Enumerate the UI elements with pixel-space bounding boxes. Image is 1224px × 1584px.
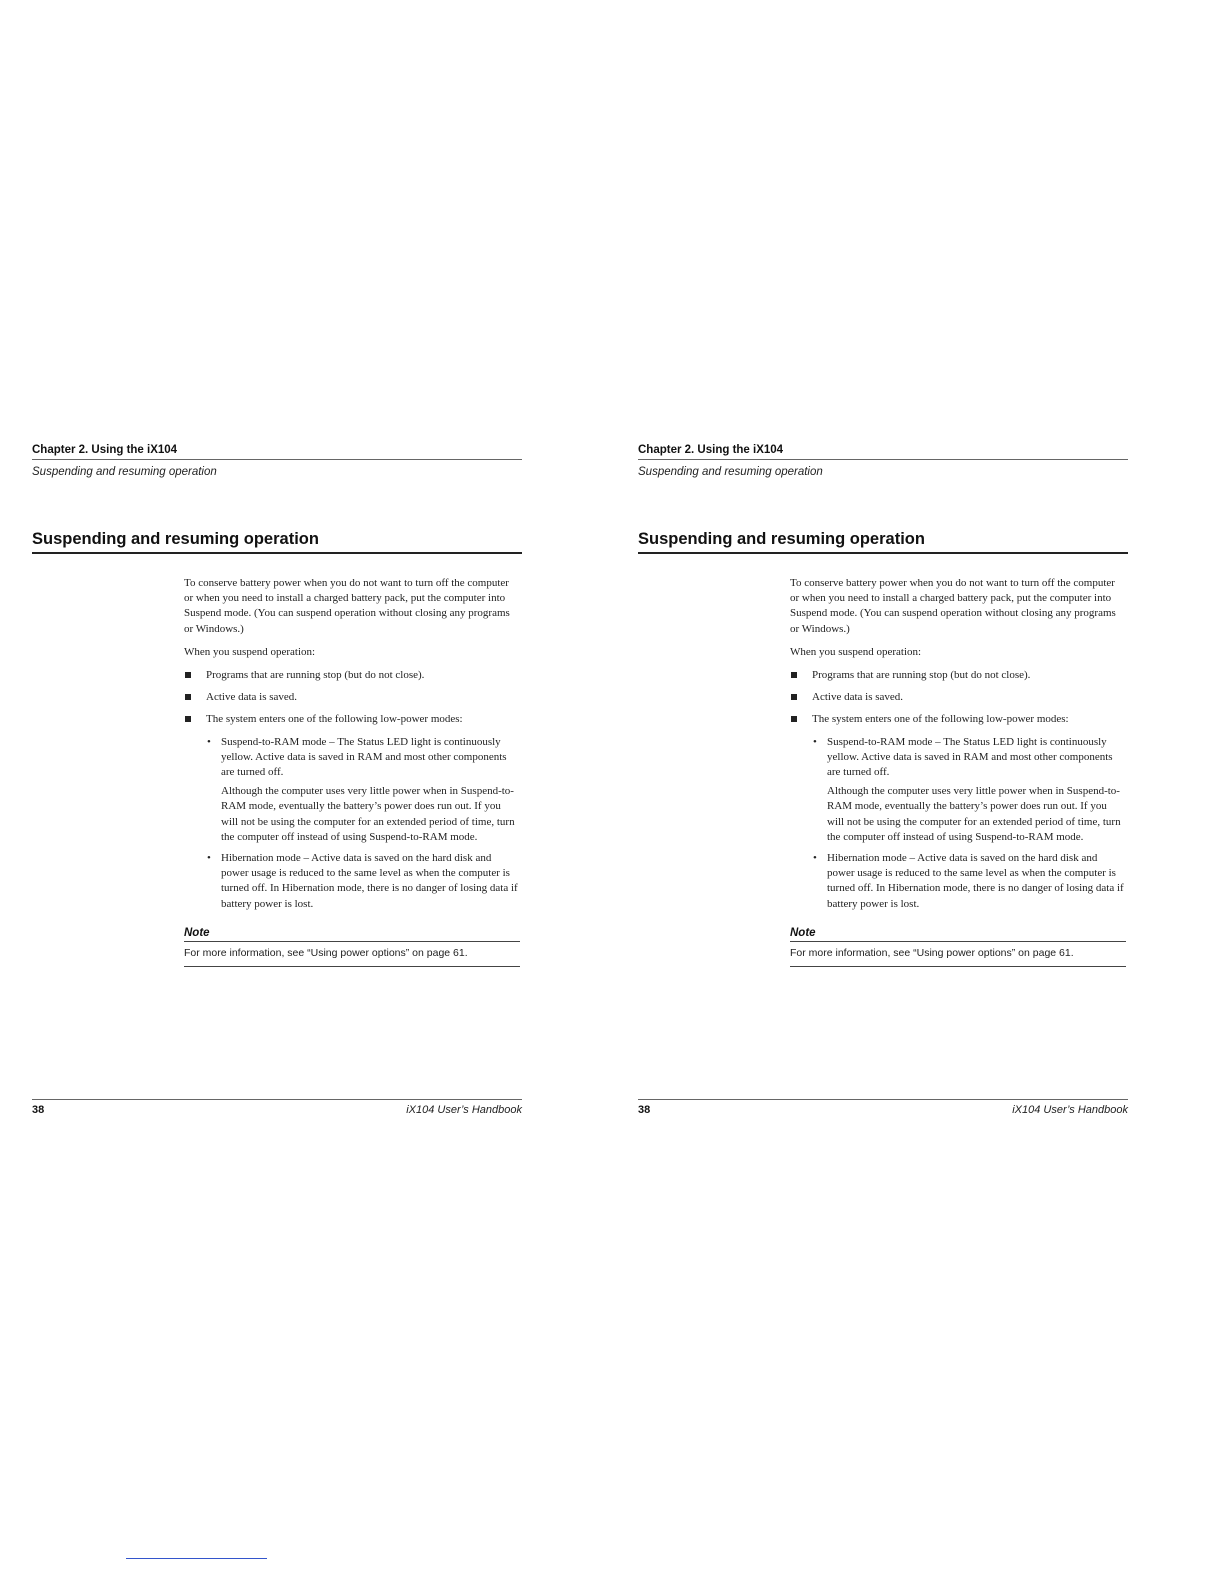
note-box (790, 926, 1126, 967)
list-item-text: Active data is saved. (812, 691, 904, 704)
sub-list-item-text: Hibernation mode – Active data is saved on the hard disk and power usage is reduced to the same level as when the computer is turned off. In Hibernation mode, there is no danger of losing data if battery power is lost. (221, 852, 518, 910)
note-text: For more information, see “Using power options” on page 61. (184, 942, 520, 967)
intro-paragraph: To conserve battery power when you do not want to turn off the computer or when you need to install a charged battery pack, put the computer into Suspend mode. (You can suspend operation without closing any programs or Windows.) (184, 577, 510, 635)
list-item (184, 712, 520, 727)
page-footer (638, 1099, 1128, 1117)
dot-bullet-icon: • (207, 852, 211, 865)
list-item-text: Active data is saved. (206, 691, 298, 704)
sub-paragraph: Although the computer uses very little power when in Suspend-to-RAM mode, eventually the battery’s power does run out. If you will not be using the computer for an extended period of time, turn the computer off instead of using Suspend-to-RAM mode. (827, 785, 1121, 843)
sub-list-item (184, 851, 520, 912)
page-footer (32, 1099, 522, 1117)
dot-bullet-icon: • (813, 735, 817, 748)
sub-list-item (184, 735, 520, 781)
sub-list-item-text: Suspend-to-RAM mode – The Status LED light is continuously yellow. Active data is saved in RAM and most other components are turned off. (221, 735, 507, 779)
list-item-text: Programs that are running stop (but do not close). (206, 669, 425, 682)
square-bullet-icon (791, 694, 797, 700)
dot-bullet-icon: • (207, 735, 211, 748)
section-running-header: Suspending and resuming operation (32, 466, 217, 478)
square-bullet-icon (791, 672, 797, 678)
sub-list-item (790, 735, 1126, 781)
square-bullet-icon (185, 694, 191, 700)
sub-list-item-text: Suspend-to-RAM mode – The Status LED light is continuously yellow. Active data is saved in RAM and most other components are turned off. (827, 735, 1113, 779)
list-item (790, 668, 1126, 683)
document-page-right (638, 443, 1128, 1116)
page-number: 38 (32, 1104, 45, 1116)
square-bullet-icon (185, 716, 191, 722)
page-number: 38 (638, 1104, 651, 1116)
section-heading: Suspending and resuming operation (638, 529, 1128, 554)
body-text (184, 576, 520, 967)
intro-paragraph: To conserve battery power when you do not want to turn off the computer or when you need to install a charged battery pack, put the computer into Suspend mode. (You can suspend operation without closing any programs or Windows.) (790, 577, 1116, 635)
list-item (184, 690, 520, 705)
list-item (790, 712, 1126, 727)
section-running-header: Suspending and resuming operation (638, 466, 823, 478)
chapter-header: Chapter 2. Using the iX104 (32, 443, 522, 460)
book-title: iX104 User’s Handbook (1012, 1104, 1128, 1116)
section-heading: Suspending and resuming operation (32, 529, 522, 554)
square-bullet-icon (791, 716, 797, 722)
list-item (184, 668, 520, 683)
chapter-header: Chapter 2. Using the iX104 (638, 443, 1128, 460)
sub-list-item-text: Hibernation mode – Active data is saved on the hard disk and power usage is reduced to the same level as when the computer is turned off. In Hibernation mode, there is no danger of losing data if battery power is lost. (827, 852, 1124, 910)
list-item-text: Programs that are running stop (but do not close). (812, 669, 1031, 682)
list-item (790, 690, 1126, 705)
note-text: For more information, see “Using power options” on page 61. (790, 942, 1126, 967)
dot-bullet-icon: • (813, 852, 817, 865)
sub-paragraph: Although the computer uses very little power when in Suspend-to-RAM mode, eventually the battery’s power does run out. If you will not be using the computer for an extended period of time, turn the computer off instead of using Suspend-to-RAM mode. (221, 785, 515, 843)
body-text (790, 576, 1126, 967)
list-item-text: The system enters one of the following low-power modes: (812, 713, 1069, 726)
note-box (184, 926, 520, 967)
document-page-left (32, 443, 522, 1116)
square-bullet-icon (185, 672, 191, 678)
list-item-text: The system enters one of the following low-power modes: (206, 713, 463, 726)
book-title: iX104 User’s Handbook (406, 1104, 522, 1116)
stray-link-underline (126, 1558, 267, 1559)
when-paragraph: When you suspend operation: (184, 645, 316, 658)
sub-list-item (790, 851, 1126, 912)
note-title: Note (184, 926, 520, 942)
note-title: Note (790, 926, 1126, 942)
when-paragraph: When you suspend operation: (790, 645, 922, 658)
